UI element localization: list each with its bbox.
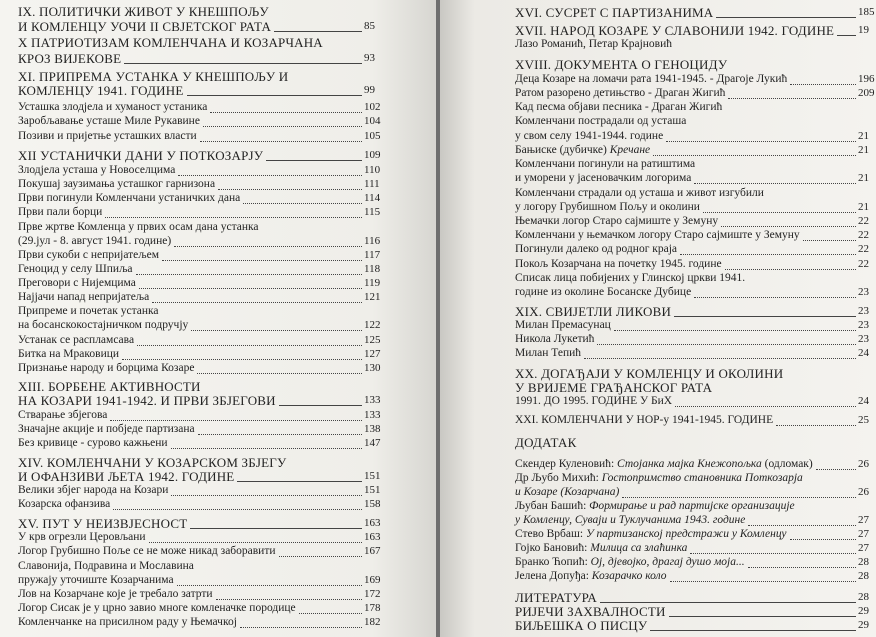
toc-entry — [515, 258, 722, 271]
leader-line — [790, 84, 856, 85]
entry-title: Лов на Козарчане које је требало затрти — [18, 588, 213, 600]
leader-line — [198, 434, 362, 435]
toc-entry — [18, 52, 121, 65]
toc-entry — [18, 84, 184, 97]
page-number: 21 — [858, 144, 869, 156]
chapter-title: У ВРИЈЕМЕ ГРАЂАНСКОГ РАТА — [515, 380, 713, 395]
entry-title: Велики збјег народа на Козари — [18, 484, 169, 496]
toc-entry — [18, 130, 197, 143]
page-number: 169 — [364, 574, 381, 586]
toc-entry — [515, 414, 773, 427]
toc-entry — [18, 319, 188, 332]
page-number: 22 — [858, 229, 869, 241]
toc-entry — [18, 20, 271, 33]
entry-title: и уморени у јасеновачким логорима — [515, 172, 692, 184]
page-number: 26 — [858, 486, 869, 498]
leader-line — [200, 141, 362, 142]
page-number: 111 — [364, 178, 380, 190]
toc-entry — [18, 409, 107, 422]
page-number: 115 — [364, 206, 381, 218]
chapter-title: XX. ДОГАЂАЈИ У КОМЛЕНЦУ И ОКОЛИНИ — [515, 366, 784, 381]
toc-entry — [515, 319, 611, 332]
page-number: 28 — [858, 570, 869, 582]
toc-entry — [515, 395, 672, 408]
entry-title: Устанак се распламсава — [18, 334, 135, 346]
toc-entry — [18, 545, 276, 558]
page-number: 133 — [364, 394, 381, 406]
leader-line — [279, 556, 362, 557]
page-number: 22 — [858, 243, 869, 255]
page-number: 151 — [364, 470, 381, 482]
page-number: 110 — [364, 164, 381, 176]
leader-line — [110, 420, 362, 421]
entry-title: Комленчани страдали од усташа и живот изгубили — [515, 187, 764, 199]
page-number: 158 — [364, 498, 381, 510]
leader-line — [666, 141, 856, 142]
toc-entry — [515, 87, 725, 100]
leader-line — [597, 344, 856, 345]
toc-entry — [515, 243, 677, 256]
entry-title: Бањиске (дубичке) Кречане — [515, 144, 651, 156]
leader-line — [187, 95, 362, 96]
chapter-title: IX. ПОЛИТИЧКИ ЖИВОТ У КНЕШПОЉУ — [18, 4, 269, 19]
page-number: 22 — [858, 215, 869, 227]
page-number: 209 — [858, 87, 875, 99]
leader-line — [670, 581, 856, 582]
page-number: 122 — [364, 319, 381, 331]
leader-line — [190, 528, 362, 529]
leader-line — [149, 542, 362, 543]
entry-title: Значајне акције и побједе партизана — [18, 423, 195, 435]
leader-line — [803, 240, 856, 241]
toc-entry — [515, 619, 647, 632]
toc-entry — [18, 221, 259, 234]
leader-line — [274, 31, 362, 32]
leader-line — [174, 246, 362, 247]
toc-entry — [515, 570, 667, 583]
toc-entry — [18, 249, 159, 262]
page-number: 23 — [858, 333, 869, 345]
right-page — [440, 0, 876, 637]
leader-line — [162, 260, 362, 261]
toc-entry — [515, 201, 700, 214]
page-number: 24 — [858, 347, 869, 359]
entry-title: Комленчани пострадали од усташа — [515, 115, 687, 127]
entry-title: Др Љубо Михић: Гостопримство становника Поткозарја — [515, 472, 803, 484]
leader-line — [614, 330, 856, 331]
page-number: 21 — [858, 172, 869, 184]
entry-title: и Козаре (Козарчана) — [515, 486, 620, 498]
entry-title: Милан Премасунац — [515, 319, 611, 331]
toc-entry — [18, 423, 195, 436]
chapter-title: ЛИТЕРАТУРА — [515, 590, 597, 605]
page-number: 105 — [364, 130, 381, 142]
toc-entry — [18, 394, 276, 407]
toc-entry — [18, 115, 200, 128]
toc-entry — [515, 286, 691, 299]
page-number: 28 — [858, 591, 869, 603]
toc-entry — [515, 115, 686, 128]
leader-line — [171, 448, 362, 449]
leader-line — [171, 495, 362, 496]
leader-line — [674, 316, 856, 317]
leader-line — [694, 297, 856, 298]
entry-title: Без кривице - сурово кажњени — [18, 437, 168, 449]
toc-entry — [18, 602, 296, 615]
leader-line — [203, 126, 362, 127]
toc-entry — [18, 5, 269, 18]
leader-line — [243, 203, 362, 204]
page-number: 119 — [364, 277, 381, 289]
leader-line — [622, 497, 856, 498]
toc-entry — [18, 149, 263, 162]
toc-entry — [515, 333, 594, 346]
page-number: 23 — [858, 286, 869, 298]
toc-entry — [515, 24, 834, 37]
page-number: 172 — [364, 588, 381, 600]
entry-title: Логор Грубишно Поље се не може никад заборавити — [18, 545, 276, 557]
toc-entry — [515, 591, 597, 604]
entry-title: Позиви и пријетње усташких власти — [18, 130, 197, 142]
entry-title: у логору Грубишном Пољу и околини — [515, 201, 700, 213]
entry-title: Стево Врбаш: У партизанској предстражи у Комленцу — [515, 528, 787, 540]
leader-line — [721, 226, 856, 227]
entry-title: Њемачки логор Старо сајмиште у Земуну — [515, 215, 719, 227]
toc-entry — [18, 484, 168, 497]
toc-entry — [515, 229, 800, 242]
entry-title: Први погинули Комленчани устаничких дана — [18, 192, 241, 204]
leader-line — [191, 330, 362, 331]
page-number: 25 — [858, 414, 869, 426]
leader-line — [210, 112, 362, 113]
chapter-title: XVIII. ДОКУМЕНТА О ГЕНОЦИДУ — [515, 57, 728, 72]
entry-title: Кад песма објави песника - Драган Жигић — [515, 101, 723, 113]
entry-title: Милан Тепић — [515, 347, 582, 359]
leader-line — [266, 160, 362, 161]
toc-entry — [515, 305, 671, 318]
toc-entry — [515, 158, 695, 171]
toc-entry — [18, 498, 110, 511]
toc-entry — [18, 101, 207, 114]
page-number: 151 — [364, 484, 381, 496]
entry-title: Комленчани погинули на ратиштима — [515, 158, 696, 170]
toc-entry — [18, 263, 133, 276]
toc-entry — [515, 58, 727, 71]
page-number: 109 — [364, 149, 381, 161]
toc-entry — [515, 436, 576, 449]
leader-line — [197, 373, 362, 374]
toc-entry — [18, 192, 240, 205]
entry-title: Први сукоби с непријатељем — [18, 249, 160, 261]
chapter-title: И КОМЛЕНЦУ УОЧИ II СВЈЕТСКОГ РАТА — [18, 19, 272, 34]
entry-title: Логор Сисак је у црно завио многе комленачке породице — [18, 602, 296, 614]
leader-line — [177, 585, 362, 586]
toc-entry — [515, 381, 712, 394]
entry-title: Козарска офанзива — [18, 498, 111, 510]
entry-title: Покољ Козарчана на почетку 1945. године — [515, 258, 722, 270]
page-number: 104 — [364, 115, 381, 127]
page-number: 19 — [858, 24, 869, 36]
entry-title: Никола Лукетић — [515, 333, 595, 345]
entry-title: Лазо Романић, Петар Крајновић — [515, 38, 673, 50]
leader-line — [136, 274, 362, 275]
entry-title: Бранко Ћопић: Ој, дјевојко, драгај душо моја... — [515, 556, 745, 568]
toc-entry — [515, 6, 713, 19]
entry-title: Прве жртве Комленца у првих осам дана устанка — [18, 221, 259, 233]
toc-entry — [18, 470, 234, 483]
entry-title: Усташка злодјела и хуманост устаника — [18, 101, 208, 113]
page-number: 27 — [858, 542, 869, 554]
page-number: 85 — [364, 20, 375, 32]
leader-line — [703, 212, 856, 213]
entry-title: Јелена Допуђа: Козарачко коло — [515, 570, 667, 582]
page-number: 163 — [364, 531, 381, 543]
entry-title: Злодјела усташа у Новоселцима — [18, 164, 176, 176]
chapter-title: XV. ПУТ У НЕИЗВЈЕСНОСТ — [18, 516, 188, 531]
page-number: 93 — [364, 52, 375, 64]
toc-entry — [18, 334, 134, 347]
leader-line — [178, 175, 362, 176]
entry-title: Љубан Башић: Формирање и рад партијске организације — [515, 500, 795, 512]
chapter-title: XVII. НАРОД КОЗАРЕ У СЛАВОНИЈИ 1942. ГОДИНЕ — [515, 23, 835, 38]
leader-line — [716, 17, 856, 18]
page-number: 21 — [858, 130, 869, 142]
leader-line — [680, 254, 856, 255]
entry-title: Стварање збјегова — [18, 409, 108, 421]
entry-title: Славонија, Подравина и Мославина — [18, 560, 194, 572]
page-number: 27 — [858, 514, 869, 526]
page-number: 21 — [858, 201, 869, 213]
page-number: 125 — [364, 334, 381, 346]
leader-line — [837, 35, 856, 36]
toc-entry — [515, 187, 764, 200]
leader-line — [218, 189, 362, 190]
leader-line — [279, 405, 362, 406]
toc-entry — [18, 588, 213, 601]
entry-title: Гојко Бановић: Милица са злаћинка — [515, 542, 688, 554]
leader-line — [650, 630, 856, 631]
leader-line — [152, 302, 362, 303]
entry-title: Преговори с Нијемцима — [18, 277, 136, 289]
entry-title: на босанскокостајничком подручју — [18, 319, 189, 331]
leader-line — [725, 269, 856, 270]
chapter-title: XI. ПРИПРЕМА УСТАНКА У КНЕШПОЉУ И — [18, 69, 289, 84]
toc-entry — [515, 500, 795, 513]
toc-entry — [515, 605, 666, 618]
leader-line — [122, 359, 362, 360]
leader-line — [139, 288, 362, 289]
leader-line — [584, 358, 856, 359]
toc-entry — [515, 73, 787, 86]
page-number: 27 — [858, 528, 869, 540]
page-number: 196 — [858, 73, 875, 85]
entry-title: Геноцид у селу Шпиља — [18, 263, 133, 275]
leader-line — [240, 627, 362, 628]
entry-title: Битка на Мраковици — [18, 348, 120, 360]
page-number: 163 — [364, 517, 381, 529]
entry-title: Покушај заузимања усташког гарнизона — [18, 178, 216, 190]
entry-title: Најјачи напад непријатеља — [18, 291, 150, 303]
toc-entry — [18, 348, 119, 361]
toc-entry — [515, 101, 722, 114]
entry-title: 1991. ДО 1995. ГОДИНЕ У БиХ — [515, 395, 673, 407]
entry-title: Комленчанке на присилном раду у Њемачкој — [18, 616, 237, 628]
leader-line — [675, 406, 856, 407]
toc-entry — [18, 164, 175, 177]
leader-line — [748, 567, 856, 568]
toc-entry — [18, 437, 168, 450]
toc-entry — [515, 272, 745, 285]
toc-entry — [515, 542, 687, 555]
entry-title: Признање народу и борцима Козаре — [18, 362, 195, 374]
entry-title: Скендер Куленовић: Стојанка мајка Кнежопољка (одломак) — [515, 458, 813, 470]
chapter-title: РИЈЕЧИ ЗАХВАЛНОСТИ — [515, 604, 666, 619]
chapter-title: КРОЗ ВИЈЕКОВЕ — [18, 51, 122, 66]
toc-entry — [18, 574, 174, 587]
entry-title: Комленчани у њемачком логору Старо сајмиште у Земуну — [515, 229, 800, 241]
toc-entry — [515, 486, 619, 499]
page-number: 116 — [364, 235, 381, 247]
entry-title: у Комленцу, Суваји и Туклучанима 1943. године — [515, 514, 746, 526]
page-number: 99 — [364, 84, 375, 96]
leader-line — [237, 481, 362, 482]
page-number: 29 — [858, 605, 869, 617]
page-number: 130 — [364, 362, 381, 374]
page-number: 24 — [858, 395, 869, 407]
toc-entry — [18, 178, 215, 191]
toc-entry — [18, 531, 146, 544]
leader-line — [299, 613, 362, 614]
page-number: 133 — [364, 409, 381, 421]
leader-line — [105, 217, 362, 218]
chapter-title: БИЉЕШКА О ПИСЦУ — [515, 618, 648, 633]
toc-entry — [18, 36, 323, 49]
entry-title: Припреме и почетак устанка — [18, 305, 159, 317]
toc-entry — [18, 380, 201, 393]
page-number: 147 — [364, 437, 381, 449]
page-number: 138 — [364, 423, 381, 435]
leader-line — [790, 539, 856, 540]
page-number: 28 — [858, 556, 869, 568]
entry-title: Ратом разорено детињство - Драган Жигић — [515, 87, 726, 99]
toc-entry — [18, 456, 286, 469]
toc-entry — [515, 458, 813, 471]
entry-title: Први пали борци — [18, 206, 103, 218]
entry-title: пружају уточиште Козарчанима — [18, 574, 174, 586]
page-number: 114 — [364, 192, 381, 204]
leader-line — [600, 602, 856, 603]
entry-title: Заробљавање усташе Миле Рукавине — [18, 115, 200, 127]
toc-entry — [515, 144, 650, 157]
chapter-title: XIX. СВИЈЕТЛИ ЛИКОВИ — [515, 304, 672, 319]
entry-title: Списак лица побијених у Глинској цркви 1941. — [515, 272, 746, 284]
toc-entry — [18, 616, 237, 629]
toc-entry — [18, 291, 149, 304]
leader-line — [690, 553, 856, 554]
page-number: 118 — [364, 263, 381, 275]
page-number: 29 — [858, 619, 869, 631]
toc-entry — [515, 472, 803, 485]
leader-line — [669, 616, 856, 617]
toc-entry — [18, 277, 136, 290]
page-number: 102 — [364, 101, 381, 113]
toc-entry — [515, 528, 787, 541]
chapter-title: XII УСТАНИЧКИ ДАНИ У ПОТКОЗАРЈУ — [18, 148, 264, 163]
toc-entry — [18, 206, 102, 219]
page-number: 26 — [858, 458, 869, 470]
entry-title: У крв огрезли Церовљани — [18, 531, 146, 543]
page-number: 178 — [364, 602, 381, 614]
leader-line — [776, 425, 856, 426]
toc-entry — [18, 560, 194, 573]
leader-line — [113, 509, 362, 510]
toc-entry — [515, 38, 672, 51]
toc-entry — [18, 305, 159, 318]
toc-entry — [515, 347, 581, 360]
toc-entry — [515, 367, 783, 380]
entry-title: (29.јул - 8. август 1941. године) — [18, 235, 172, 247]
toc-entry — [515, 172, 691, 185]
leader-line — [694, 183, 856, 184]
leader-line — [216, 599, 362, 600]
chapter-title: XVI. СУСРЕТ С ПАРТИЗАНИМА — [515, 5, 714, 20]
page-number: 185 — [858, 6, 875, 18]
page-number: 117 — [364, 249, 381, 261]
leader-line — [728, 98, 856, 99]
chapter-title: КОМЛЕНЦУ 1941. ГОДИНЕ — [18, 83, 184, 98]
leader-line — [124, 63, 362, 64]
page-number: 182 — [364, 616, 381, 628]
toc-entry — [18, 70, 288, 83]
toc-entry — [515, 130, 663, 143]
entry-title: године из околине Босанске Дубице — [515, 286, 692, 298]
chapter-title: X ПАТРИОТИЗАМ КОМЛЕНЧАНА И КОЗАРЧАНА — [18, 35, 323, 50]
leader-line — [748, 525, 856, 526]
page-number: 167 — [364, 545, 381, 557]
page-number: 127 — [364, 348, 381, 360]
entry-title: XXI. КОМЛЕНЧАНИ У НОР-у 1941-1945. ГОДИНЕ — [515, 414, 774, 426]
chapter-title: ДОДАТАК — [515, 435, 577, 450]
toc-entry — [515, 514, 745, 527]
entry-title: у свом селу 1941-1944. године — [515, 130, 664, 142]
leader-line — [653, 155, 856, 156]
toc-entry — [18, 517, 187, 530]
page-number: 22 — [858, 258, 869, 270]
toc-entry — [515, 556, 745, 569]
toc-entry — [18, 235, 171, 248]
entry-title: Погинули далеко од родног краја — [515, 243, 678, 255]
leader-line — [137, 345, 362, 346]
page-number: 23 — [858, 305, 869, 317]
chapter-title: И ОФАНЗИВИ ЉЕТА 1942. ГОДИНЕ — [18, 469, 235, 484]
leader-line — [816, 469, 856, 470]
chapter-title: НА КОЗАРИ 1941-1942. И ПРВИ ЗБЈЕГОВИ — [18, 393, 276, 408]
page-number: 121 — [364, 291, 381, 303]
toc-entry — [515, 215, 718, 228]
page-number: 23 — [858, 319, 869, 331]
toc-entry — [18, 362, 194, 375]
entry-title: Деца Козаре на ломачи рата 1941-1945. - Драгоје Лукић — [515, 73, 788, 85]
chapter-title: XIV. КОМЛЕНЧАНИ У КОЗАРСКОМ ЗБЈЕГУ — [18, 455, 287, 470]
chapter-title: XIII. БОРБЕНЕ АКТИВНОСТИ — [18, 379, 201, 394]
